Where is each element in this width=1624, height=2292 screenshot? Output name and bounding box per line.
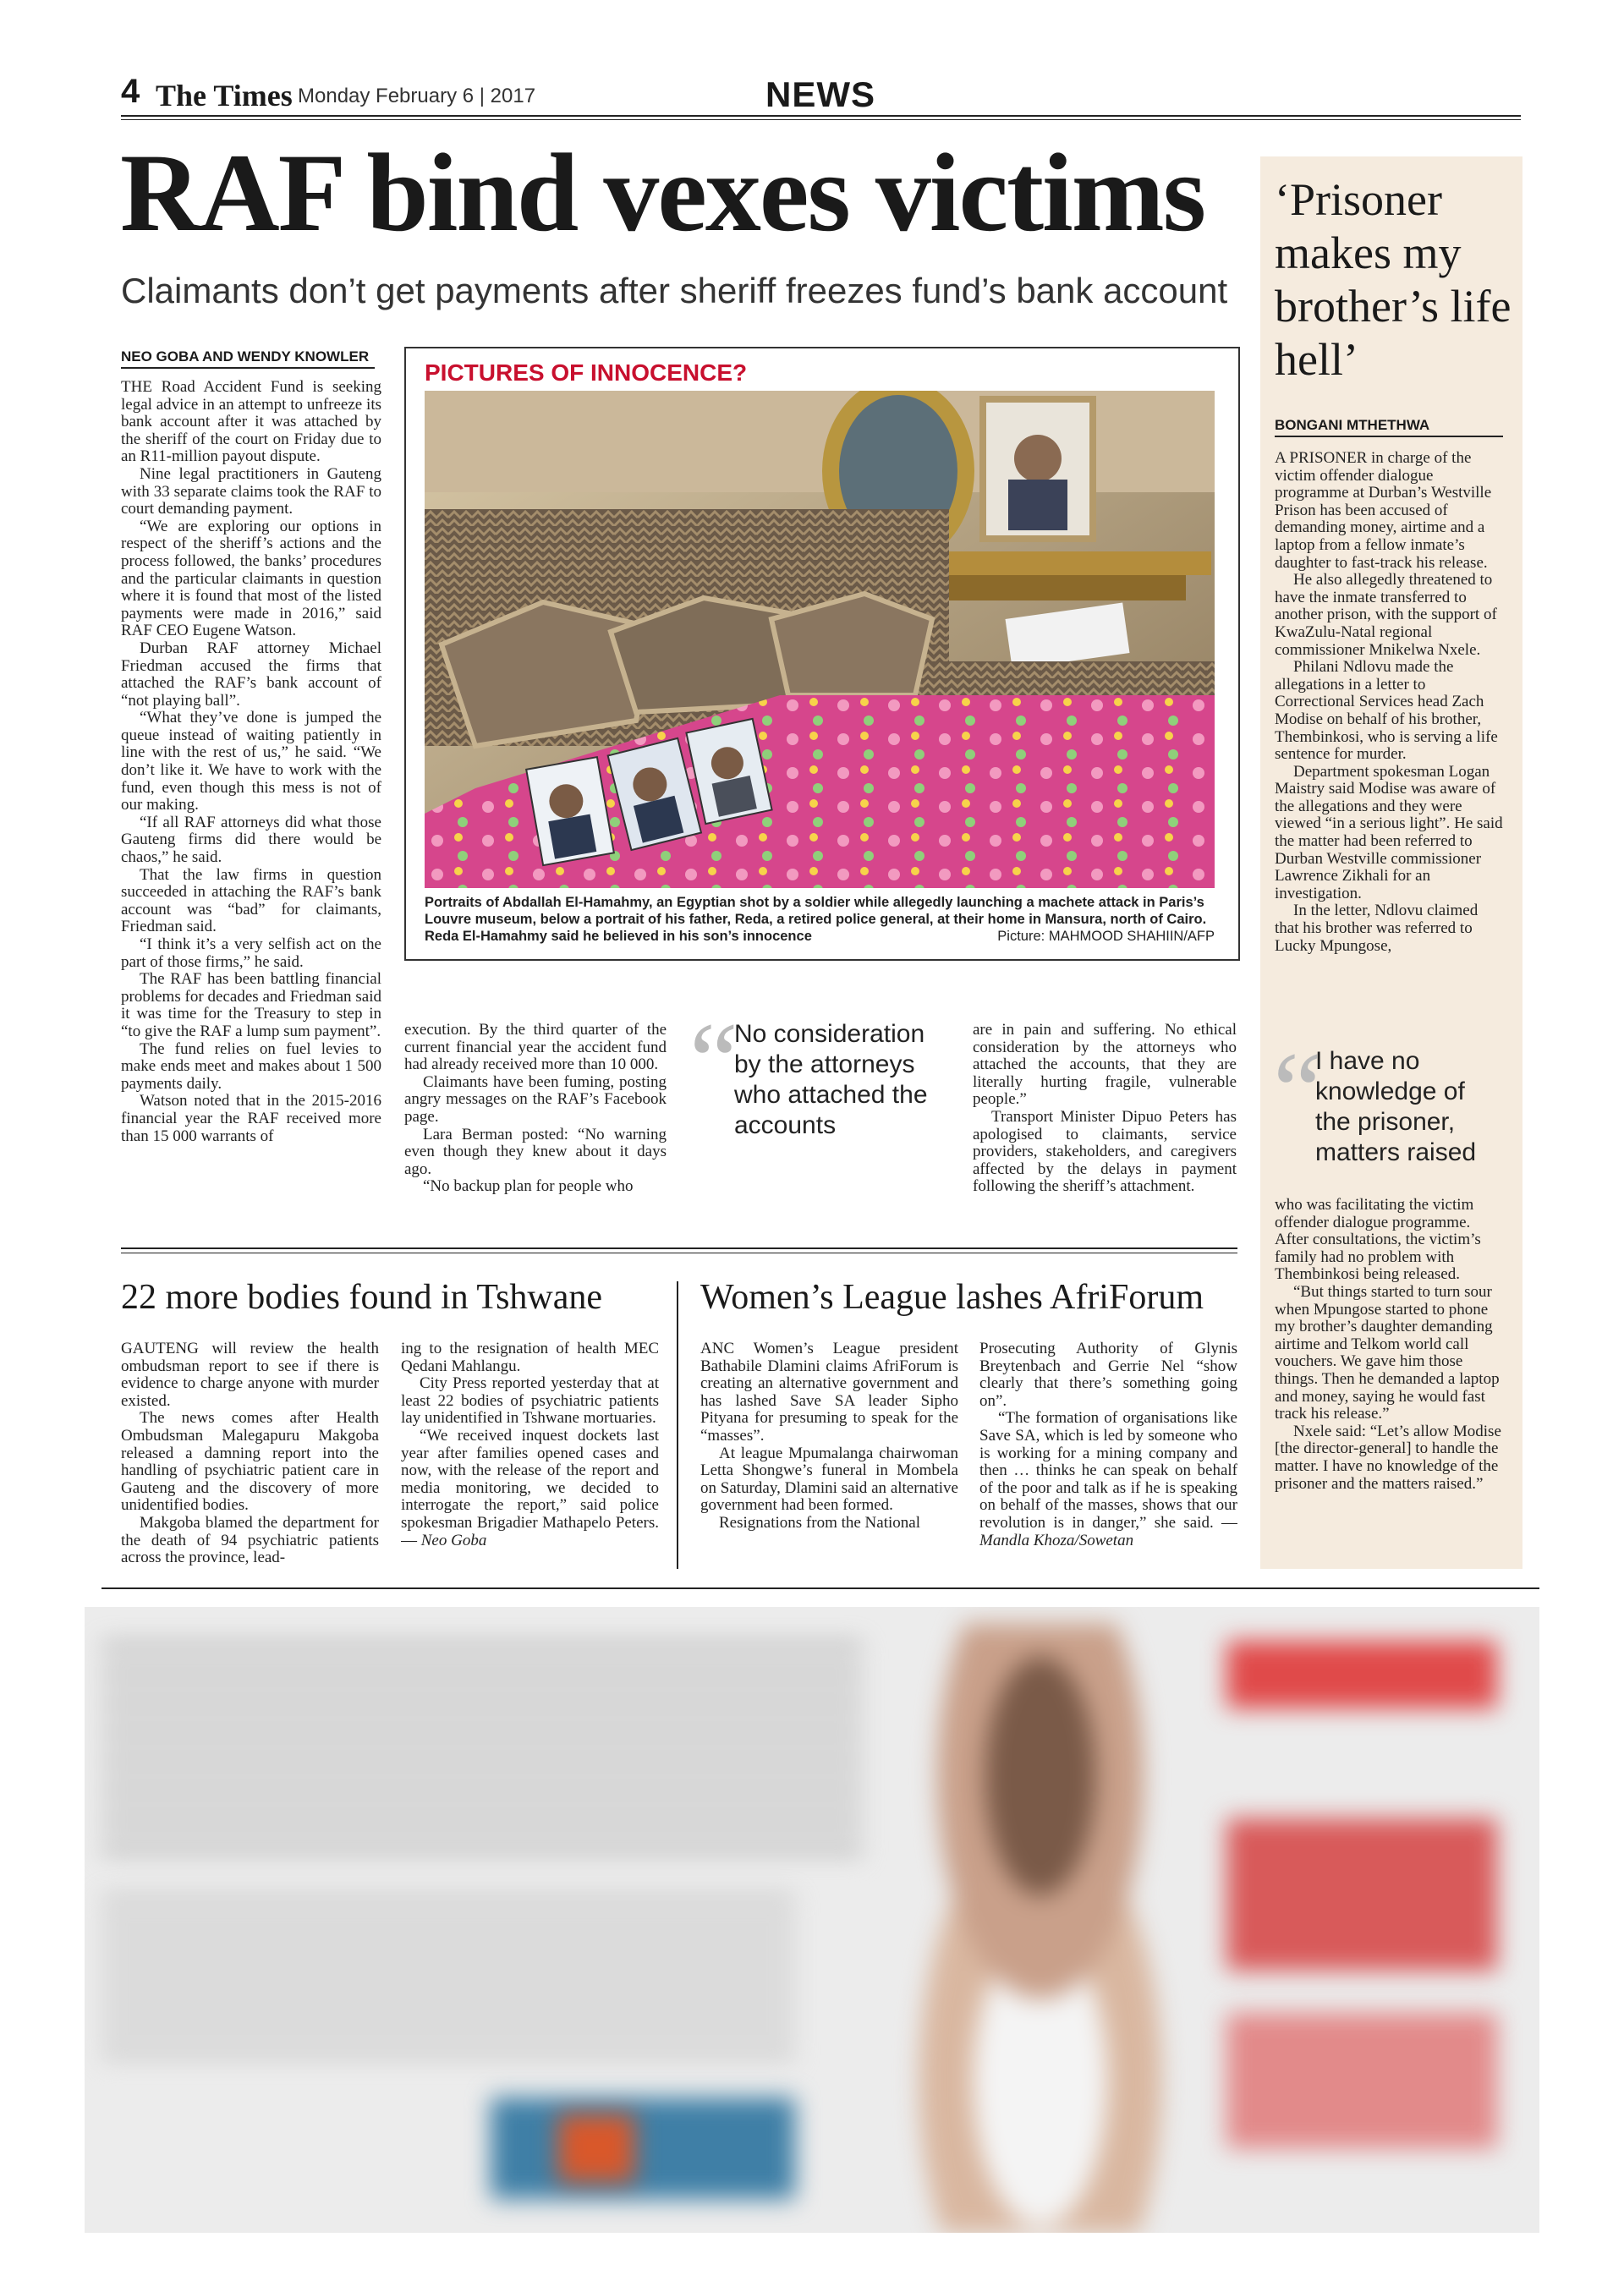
paragraph: Claimants have been fuming, posting angry messages on the RAF’s Facebook page.	[404, 1072, 667, 1126]
paragraph: “I think it’s a very selfish act on the part of those firms,” he said.	[121, 935, 381, 971]
paragraph: who was facilitating the victim offender dialogue programme. After consultations, the victim’s family had no problem with Thembinkosi being released.	[1275, 1197, 1481, 1284]
paragraph: are in pain and suffering. No ethical consideration by the attorneys who attached the accounts, that they are literally hurting fragile, vulnerable people.”	[973, 1022, 1237, 1109]
paragraph: Lara Berman posted: “No warning even though they knew about it days ago.	[404, 1125, 667, 1178]
quote-mark-icon: “	[689, 1001, 738, 1122]
sidebar-headline: ‘Prisoner makes my brother’s life hell’	[1275, 174, 1512, 385]
paragraph: “No backup plan for people who	[423, 1177, 634, 1196]
masthead: The Times	[156, 79, 293, 112]
sidebar-byline-rule	[1275, 436, 1503, 437]
paragraph: The news comes after Health Ombudsman Malegapuru Makgoba released a damning report into the handling of psychiatric patient care in Gauteng and the discovery of more unidentified bodies.	[121, 1409, 379, 1515]
header-rule	[121, 115, 1521, 117]
advert-model-figure	[829, 1624, 1252, 2233]
advert-text-block	[102, 1894, 795, 2064]
paragraph: Department spokesman Logan Maistry said Modise was aware of the allegations and they were viewed “in a serious light”. He said the matter had been referred to Durban Westville commissioner Lawrence Zikhali for an investigation.	[1275, 762, 1503, 902]
paragraph: At league Mpumalanga chairwoman Letta Shongwe’s funeral in Mombela on Saturday, Dlamini said an alternative government had been formed.	[700, 1444, 958, 1515]
paragraph: Nxele said: “Let’s allow Modise [the director-general] to handle the matter. I have no knowledge of the prisoner and the matters raised.”	[1275, 1422, 1501, 1493]
story3-col-1	[700, 1341, 958, 1567]
paragraph: Transport Minister Dipuo Peters has apologised to claimants, service providers, stakeholders, and caregivers affected by the delays in payment following the sheriff’s attachment.	[973, 1107, 1237, 1196]
story3-headline: Women’s League lashes AfriForum	[700, 1278, 1204, 1317]
paragraph: A PRISONER in charge of the victim offender dialogue programme at Durban’s Westville Prison has been accused of demanding money, airtime and a laptop from a fellow inmate’s daughter to fast-track his release.	[1275, 450, 1492, 572]
caption-text: Portraits of Abdallah El-Hamahmy, an Egyptian shot by a soldier while allegedly launching a machete attack in Paris’s Louvre museum, below a portrait of his father, Reda, a retired police general, at their home in Mansura, north of Cairo. Reda El-Hamahmy said he believed in his son’s innocence	[425, 895, 1207, 944]
section-label: NEWS	[765, 74, 875, 114]
main-col-1	[121, 379, 381, 1222]
advert-product-accent	[558, 2114, 634, 2182]
paragraph: “But things started to turn sour when Mpungose started to phone my brother’s daughter demanding airtime and Telkom world call vouchers. We gave him those things. Then he demanded a laptop and money, saying he would fast track his release.”	[1275, 1282, 1500, 1423]
byline-rule	[121, 367, 375, 369]
paragraph: The fund relies on fuel levies to make ends meet and makes about 1 500 payments daily.	[121, 1039, 381, 1093]
sidebar-pull-quote: I have no knowledge of the prisoner, matters raised	[1315, 1047, 1477, 1166]
paragraph: Nine legal practitioners in Gauteng with 33 separate claims took the RAF to court demanding payment.	[121, 464, 381, 518]
paragraph-text: “The formation of organisations like Save SA, which is led by someone who is working for a mining company and then … thinks he can speak on behalf of the poor and talk as if he is speaking on behalf of the masses, shows that our revolution is in danger,” she said. —	[979, 1409, 1237, 1532]
sidebar-col-1	[1275, 450, 1505, 1018]
story2-credit: Neo Goba	[420, 1531, 487, 1549]
story2-col-2	[401, 1341, 659, 1567]
main-headline: RAF bind vexes victims	[120, 130, 1205, 255]
paragraph	[401, 1428, 659, 1549]
paragraph: Prosecuting Authority of Glynis Breytenbach and Gerrie Nel “show clearly that there’s something going on”.	[979, 1341, 1237, 1410]
section-rule	[121, 1247, 1237, 1249]
story2-headline: 22 more bodies found in Tshwane	[121, 1278, 603, 1317]
sidebar-byline: BONGANI MTHETHWA	[1275, 417, 1430, 433]
photo-credit: Picture: MAHMOOD SHAHIIN/AFP	[997, 929, 1215, 944]
paragraph: Durban RAF attorney Michael Friedman accused the firms that attached the RAF’s bank account of “not playing ball”.	[121, 639, 381, 710]
page-number: 4	[121, 73, 140, 110]
paragraph: “What they’ve done is jumped the queue instead of waiting patiently in line with the rest of us,” he said. “We don’t like it. We have to work with the fund, even though this mess is not of our making.	[121, 709, 381, 814]
photo	[425, 391, 1215, 888]
story3-col-2	[979, 1341, 1237, 1567]
story3-credit: Mandla Khoza/Sowetan	[979, 1531, 1134, 1549]
paragraph: Makgoba blamed the department for the death of 94 psychiatric patients across the province, lead-	[121, 1513, 379, 1567]
paragraph	[979, 1410, 1237, 1549]
blurred-advert	[85, 1607, 1539, 2233]
advert-text-block	[102, 1641, 863, 1861]
main-subhead: Claimants don’t get payments after sheriff freezes fund’s bank account	[121, 271, 1228, 310]
paragraph: Watson noted that in the 2015-2016 financial year the RAF received more than 15 000 warrants of	[121, 1092, 381, 1145]
paragraph: “We are exploring our options in respect of the sheriff’s actions and the process followed, the banks’ procedures and the particular claimants in question where it is found that most of the listed payments were made in 2016,” said RAF CEO Eugene Watson.	[121, 517, 381, 640]
sidebar-col-2	[1275, 1197, 1505, 1560]
main-pull-quote: No consideration by the attorneys who attached the accounts	[734, 1020, 928, 1139]
advert-banner	[1226, 2013, 1497, 2148]
paragraph: “If all RAF attorneys did what those Gauteng firms did there would be chaos,” he said.	[121, 813, 381, 867]
main-byline: NEO GOBA AND WENDY KNOWLER	[121, 348, 370, 365]
photo-caption	[425, 894, 1215, 945]
paragraph: City Press reported yesterday that at least 22 bodies of psychiatric patients lay unidentified in Tshwane mortuaries.	[401, 1374, 659, 1428]
paragraph: ANC Women’s League president Bathabile Dlamini claims AfriForum is creating an alternative government and has lashed Save SA leader Sipho Pityana for presuming to speak for the “masses”.	[700, 1341, 958, 1445]
paragraph: Philani Ndlovu made the allegations in a letter to Correctional Services head Zach Modise on behalf of his brother, Thembinkosi, who is serving a life sentence for murder.	[1275, 658, 1498, 764]
advert-product-image	[491, 2097, 795, 2199]
photo-title: PICTURES OF INNOCENCE?	[425, 359, 748, 386]
paragraph: GAUTENG will review the health ombudsman report to see if there is evidence to charge anyone with murder existed.	[121, 1341, 379, 1410]
advert-rule	[102, 1587, 1539, 1589]
main-col-2	[404, 1022, 667, 1222]
main-col-3	[973, 1022, 1237, 1222]
paragraph: Resignations from the National	[719, 1513, 920, 1532]
photo-illustration	[425, 391, 1215, 888]
paragraph: THE Road Accident Fund is seeking legal advice in an attempt to unfreeze its bank account after it was attached by the sheriff of the court on Friday due to an R11-million payout dispute.	[121, 379, 381, 466]
advert-banner	[1226, 1818, 1497, 1971]
paragraph: That the law firms in question succeeded in attaching the RAF’s bank account was “bad” for claimants, Friedman said.	[121, 865, 381, 936]
quote-mark-icon: “	[1273, 1030, 1322, 1152]
story2-col-1	[121, 1341, 379, 1567]
header-rule-thin	[121, 119, 1521, 120]
paragraph: In the letter, Ndlovu claimed that his brother was referred to Lucky Mpungose,	[1275, 902, 1479, 955]
paragraph: execution. By the third quarter of the current financial year the accident fund had already received more than 10 000.	[404, 1022, 667, 1074]
paragraph: He also allegedly threatened to have the inmate transferred to another prison, with the support of KwaZulu-Natal regional commissioner Mnikelwa Nxele.	[1275, 571, 1497, 659]
dateline: Monday February 6 | 2017	[298, 85, 536, 107]
paragraph: ing to the resignation of health MEC Qedani Mahlangu.	[401, 1341, 659, 1375]
advert-banner	[1226, 1641, 1497, 1708]
paragraph-text: “We received inquest dockets last year after families opened cases and now, with the release of the report and media monitoring, we decided to interrogate the report,” said police spokesman Brigadier Mathapelo Peters. —	[401, 1426, 659, 1549]
paragraph: The RAF has been battling financial problems for decades and Friedman said it was time for the Treasury to step in “to give the RAF a lump sum payment”.	[121, 970, 381, 1040]
column-divider	[677, 1281, 678, 1569]
